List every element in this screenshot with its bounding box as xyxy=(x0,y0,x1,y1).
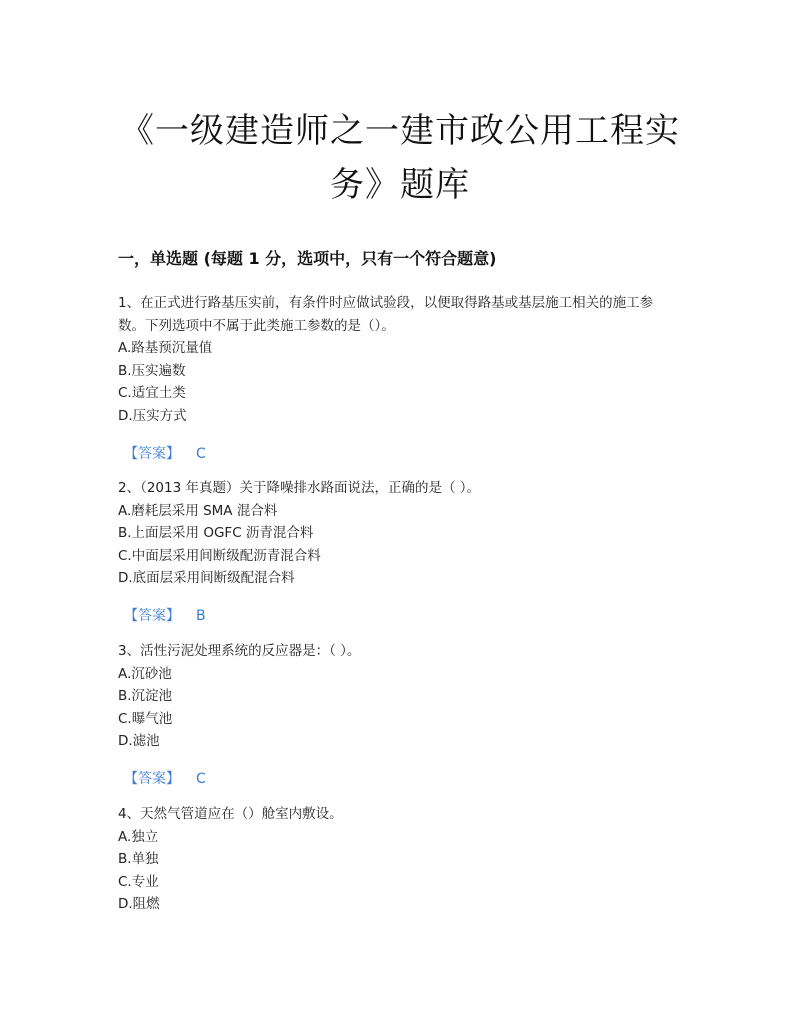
option-c: C.曝气池 xyxy=(118,710,173,727)
section-heading: 一，单选题 (每题 1 分，选项中，只有一个符合题意) xyxy=(118,249,497,268)
question-2 xyxy=(118,477,678,590)
answer-label: 【答案】 xyxy=(124,608,180,624)
option-d: D.压实方式 xyxy=(118,407,187,424)
option-b: B.单独 xyxy=(118,851,159,867)
answer-3 xyxy=(124,768,206,788)
option-c: C.专业 xyxy=(118,873,159,890)
answer-label: 【答案】 xyxy=(124,771,180,787)
option-a: A.独立 xyxy=(118,828,159,845)
question-1 xyxy=(118,292,678,427)
answer-2 xyxy=(124,605,206,625)
document-title: 《一级建造师之一建市政公用工程实务》题库 xyxy=(120,111,680,205)
option-a: A.路基预沉量值 xyxy=(118,340,213,356)
option-b: B.沉淀池 xyxy=(118,688,173,704)
option-c: C.适宜土类 xyxy=(118,385,186,401)
option-c: C.中面层采用间断级配沥青混合料 xyxy=(118,547,321,564)
answer-value: B xyxy=(196,608,206,624)
question-stem: 1、在正式进行路基压实前，有条件时应做试验段，以便取得路基或基层施工相关的施工参数。下列选项中不属于此类施工参数的是（）。 xyxy=(118,295,654,334)
question-4 xyxy=(118,803,678,916)
option-b: B.上面层采用 OGFC 沥青混合料 xyxy=(118,525,314,541)
option-b: B.压实遍数 xyxy=(118,362,186,379)
question-stem: 3、活性污泥处理系统的反应器是：（ ）。 xyxy=(118,643,361,659)
option-d: D.底面层采用间断级配混合料 xyxy=(118,570,295,586)
option-a: A.沉砂池 xyxy=(118,665,172,682)
answer-label: 【答案】 xyxy=(124,446,180,462)
question-3 xyxy=(118,640,678,753)
answer-value: C xyxy=(196,771,206,787)
option-d: D.阻燃 xyxy=(118,896,160,912)
question-stem: 4、天然气管道应在（）舱室内敷设。 xyxy=(118,806,343,822)
answer-value: C xyxy=(196,446,206,462)
question-stem: 2、（2013 年真题）关于降噪排水路面说法，正确的是（ ）。 xyxy=(118,480,481,496)
option-a: A.磨耗层采用 SMA 混合料 xyxy=(118,502,278,519)
answer-1 xyxy=(124,443,206,463)
option-d: D.滤池 xyxy=(118,733,160,749)
